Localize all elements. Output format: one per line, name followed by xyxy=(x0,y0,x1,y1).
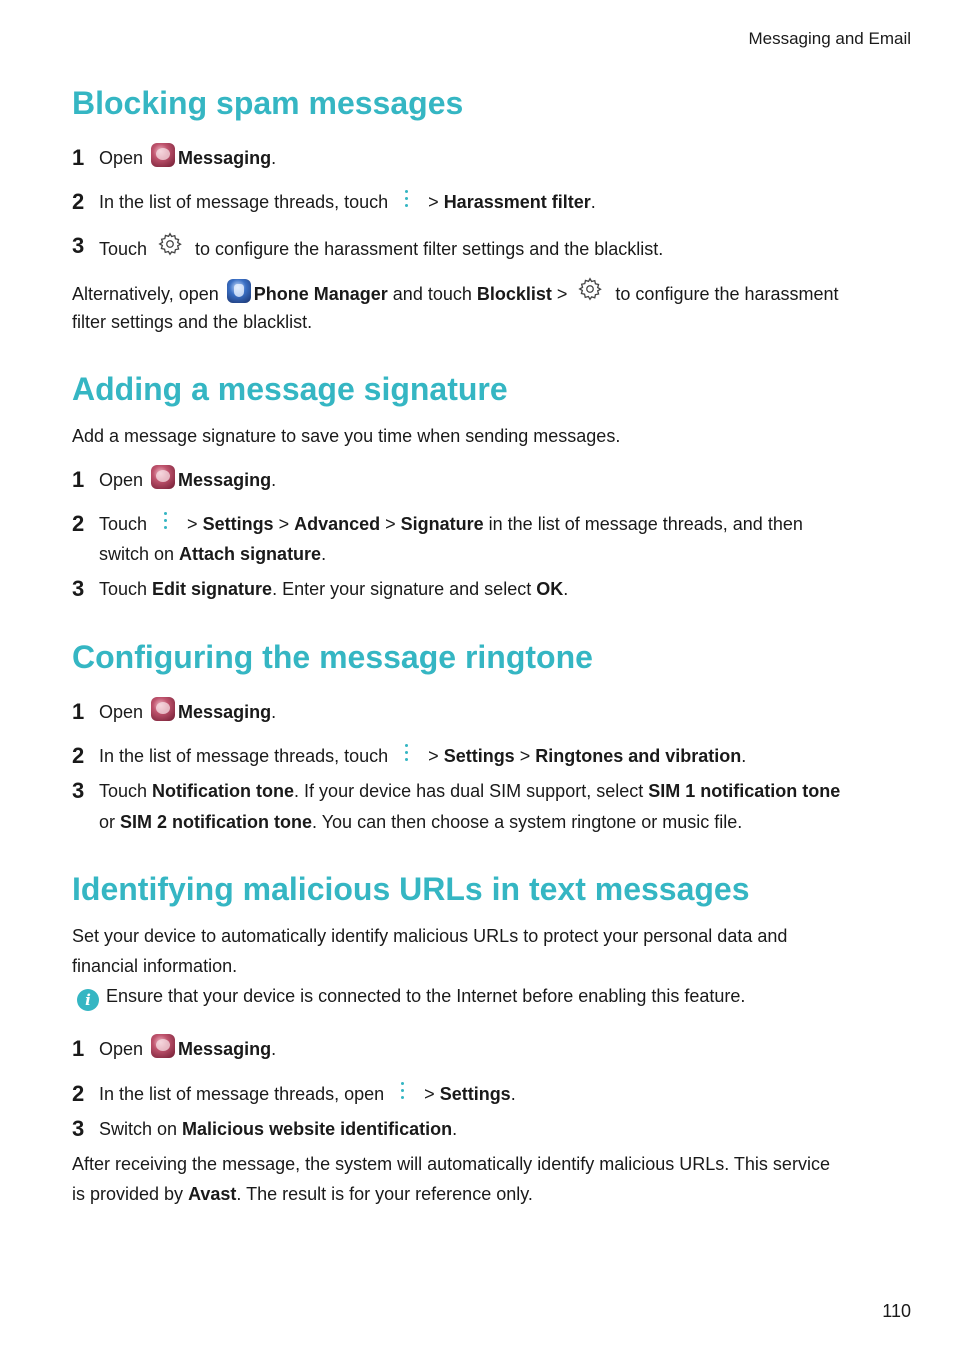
paragraph: Set your device to automatically identify malicious URLs to protect your personal data and xyxy=(72,926,788,946)
more-vertical-icon xyxy=(396,1080,410,1104)
step-number: 1 xyxy=(72,1036,85,1061)
step-number: 3 xyxy=(72,576,85,601)
step-text: Open Messaging. xyxy=(99,697,276,727)
more-vertical-icon xyxy=(400,188,414,212)
step-number: 2 xyxy=(72,1081,85,1106)
messaging-app-icon xyxy=(151,697,175,721)
step-text-continued: switch on Attach signature. xyxy=(99,544,327,564)
more-vertical-icon xyxy=(159,510,173,534)
paragraph: financial information. xyxy=(72,956,238,976)
section-title-malicious-urls: Identifying malicious URLs in text messages xyxy=(72,871,750,907)
messaging-app-icon xyxy=(151,143,175,167)
step-number: 3 xyxy=(72,778,85,803)
step-number: 3 xyxy=(72,1116,85,1141)
step-number: 1 xyxy=(72,699,85,724)
paragraph: is provided by Avast. The result is for your reference only. xyxy=(72,1184,533,1204)
step-text: Touch to configure the harassment filter settings and the blacklist. xyxy=(99,231,663,264)
step-text: Open Messaging. xyxy=(99,465,276,495)
step-text: Open Messaging. xyxy=(99,1034,276,1064)
step-text-continued: or SIM 2 notification tone. You can then choose a system ringtone or music file. xyxy=(99,812,743,832)
more-vertical-icon xyxy=(400,742,414,766)
section-title-blocking-spam: Blocking spam messages xyxy=(72,85,464,121)
page-number: 110 xyxy=(882,1301,911,1321)
step-number: 2 xyxy=(72,189,85,214)
info-icon: i xyxy=(77,989,99,1011)
running-header: Messaging and Email xyxy=(748,29,911,48)
step-text: Touch > Settings > Advanced > Signature in the list of message threads, and then xyxy=(99,509,803,539)
step-number: 3 xyxy=(72,233,85,258)
messaging-app-icon xyxy=(151,1034,175,1058)
gear-icon xyxy=(157,231,183,257)
paragraph: Alternatively, open Phone Manager and touch Blocklist > to configure the harassment xyxy=(72,276,839,309)
step-number: 1 xyxy=(72,145,85,170)
step-text: In the list of message threads, touch > Settings > Ringtones and vibration. xyxy=(99,741,746,771)
step-text: Open Messaging. xyxy=(99,143,276,173)
phone-manager-app-icon xyxy=(227,279,251,303)
paragraph: Add a message signature to save you time when sending messages. xyxy=(72,426,621,446)
step-text: Touch Edit signature. Enter your signature and select OK. xyxy=(99,579,569,599)
paragraph: filter settings and the blacklist. xyxy=(72,312,313,332)
note-text: Ensure that your device is connected to the Internet before enabling this feature. xyxy=(106,986,746,1006)
messaging-app-icon xyxy=(151,465,175,489)
step-number: 2 xyxy=(72,511,85,536)
step-number: 2 xyxy=(72,743,85,768)
step-text: In the list of message threads, touch > Harassment filter. xyxy=(99,187,596,217)
section-title-message-ringtone: Configuring the message ringtone xyxy=(72,639,593,675)
step-text: Touch Notification tone. If your device has dual SIM support, select SIM 1 notification tone xyxy=(99,781,841,801)
step-text: In the list of message threads, open > Settings. xyxy=(99,1079,516,1109)
paragraph: After receiving the message, the system will automatically identify malicious URLs. This service xyxy=(72,1154,830,1174)
step-number: 1 xyxy=(72,467,85,492)
gear-icon xyxy=(577,276,603,302)
step-text: Switch on Malicious website identification. xyxy=(99,1119,458,1139)
section-title-message-signature: Adding a message signature xyxy=(72,371,508,407)
